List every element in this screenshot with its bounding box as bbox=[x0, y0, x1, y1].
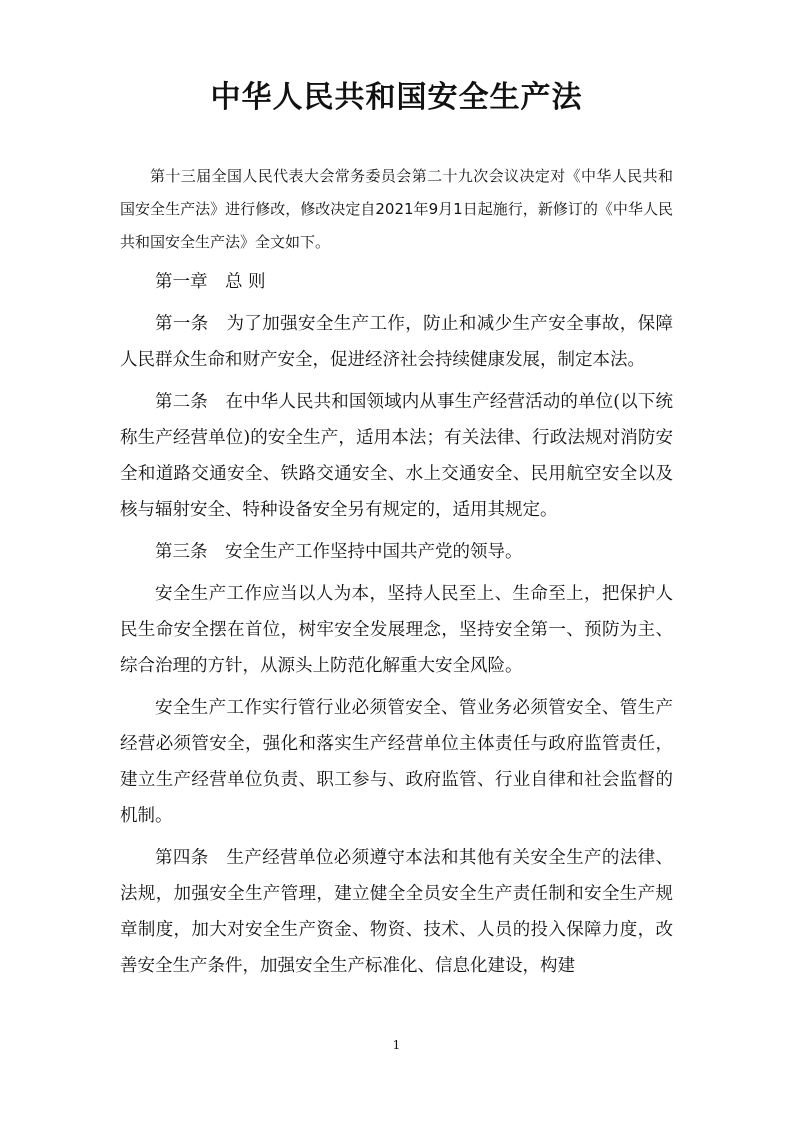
article-3-paragraph-2: 安全生产工作应当以人为本，坚持人民至上、生命至上，把保护人民生命安全摆在首位，树牢安全发展理念，坚持安全第一、预防为主、综合治理的方针，从源头上防范化解重大安全风险。 bbox=[120, 584, 673, 676]
intro-paragraph: 第十三届全国人民代表大会常务委员会第二十九次会议决定对《中华人民共和国安全生产法》进行修改，修改决定自2021年9月1日起施行，新修订的《中华人民共和国安全生产法》全文如下。 bbox=[120, 167, 673, 251]
chapter-heading: 第一章 总 则 bbox=[155, 272, 266, 292]
article-3: 第三条 安全生产工作坚持中国共产党的领导。 bbox=[155, 542, 523, 562]
article-2: 第二条 在中华人民共和国领域内从事生产经营活动的单位(以下统称生产经营单位)的安全生产，适用本法；有关法律、行政法规对消防安全和道路交通安全、铁路交通安全、水上交通安全、民用航空安全以及核与辐射安全、特种设备安全另有规定的，适用其规定。 bbox=[120, 392, 673, 520]
article-3-paragraph-3: 安全生产工作实行管行业必须管安全、管业务必须管安全、管生产经营必须管安全，强化和落实生产经营单位主体责任与政府监管责任，建立生产经营单位负责、职工参与、政府监管、行业自律和社会监督的机制。 bbox=[120, 698, 673, 826]
article-4: 第四条 生产经营单位必须遵守本法和其他有关安全生产的法律、法规，加强安全生产管理，建立健全全员安全生产责任制和安全生产规章制度，加大对安全生产资金、物资、技术、人员的投入保障力度，改善安全生产条件，加强安全生产标准化、信息化建设，构建 bbox=[120, 848, 673, 976]
document-title: 中华人民共和国安全生产法 bbox=[210, 80, 583, 115]
article-1: 第一条 为了加强安全生产工作，防止和减少生产安全事故，保障人民群众生命和财产安全，促进经济社会持续健康发展，制定本法。 bbox=[120, 314, 673, 370]
document-body bbox=[120, 264, 673, 990]
page-number: 1 bbox=[392, 1038, 401, 1052]
